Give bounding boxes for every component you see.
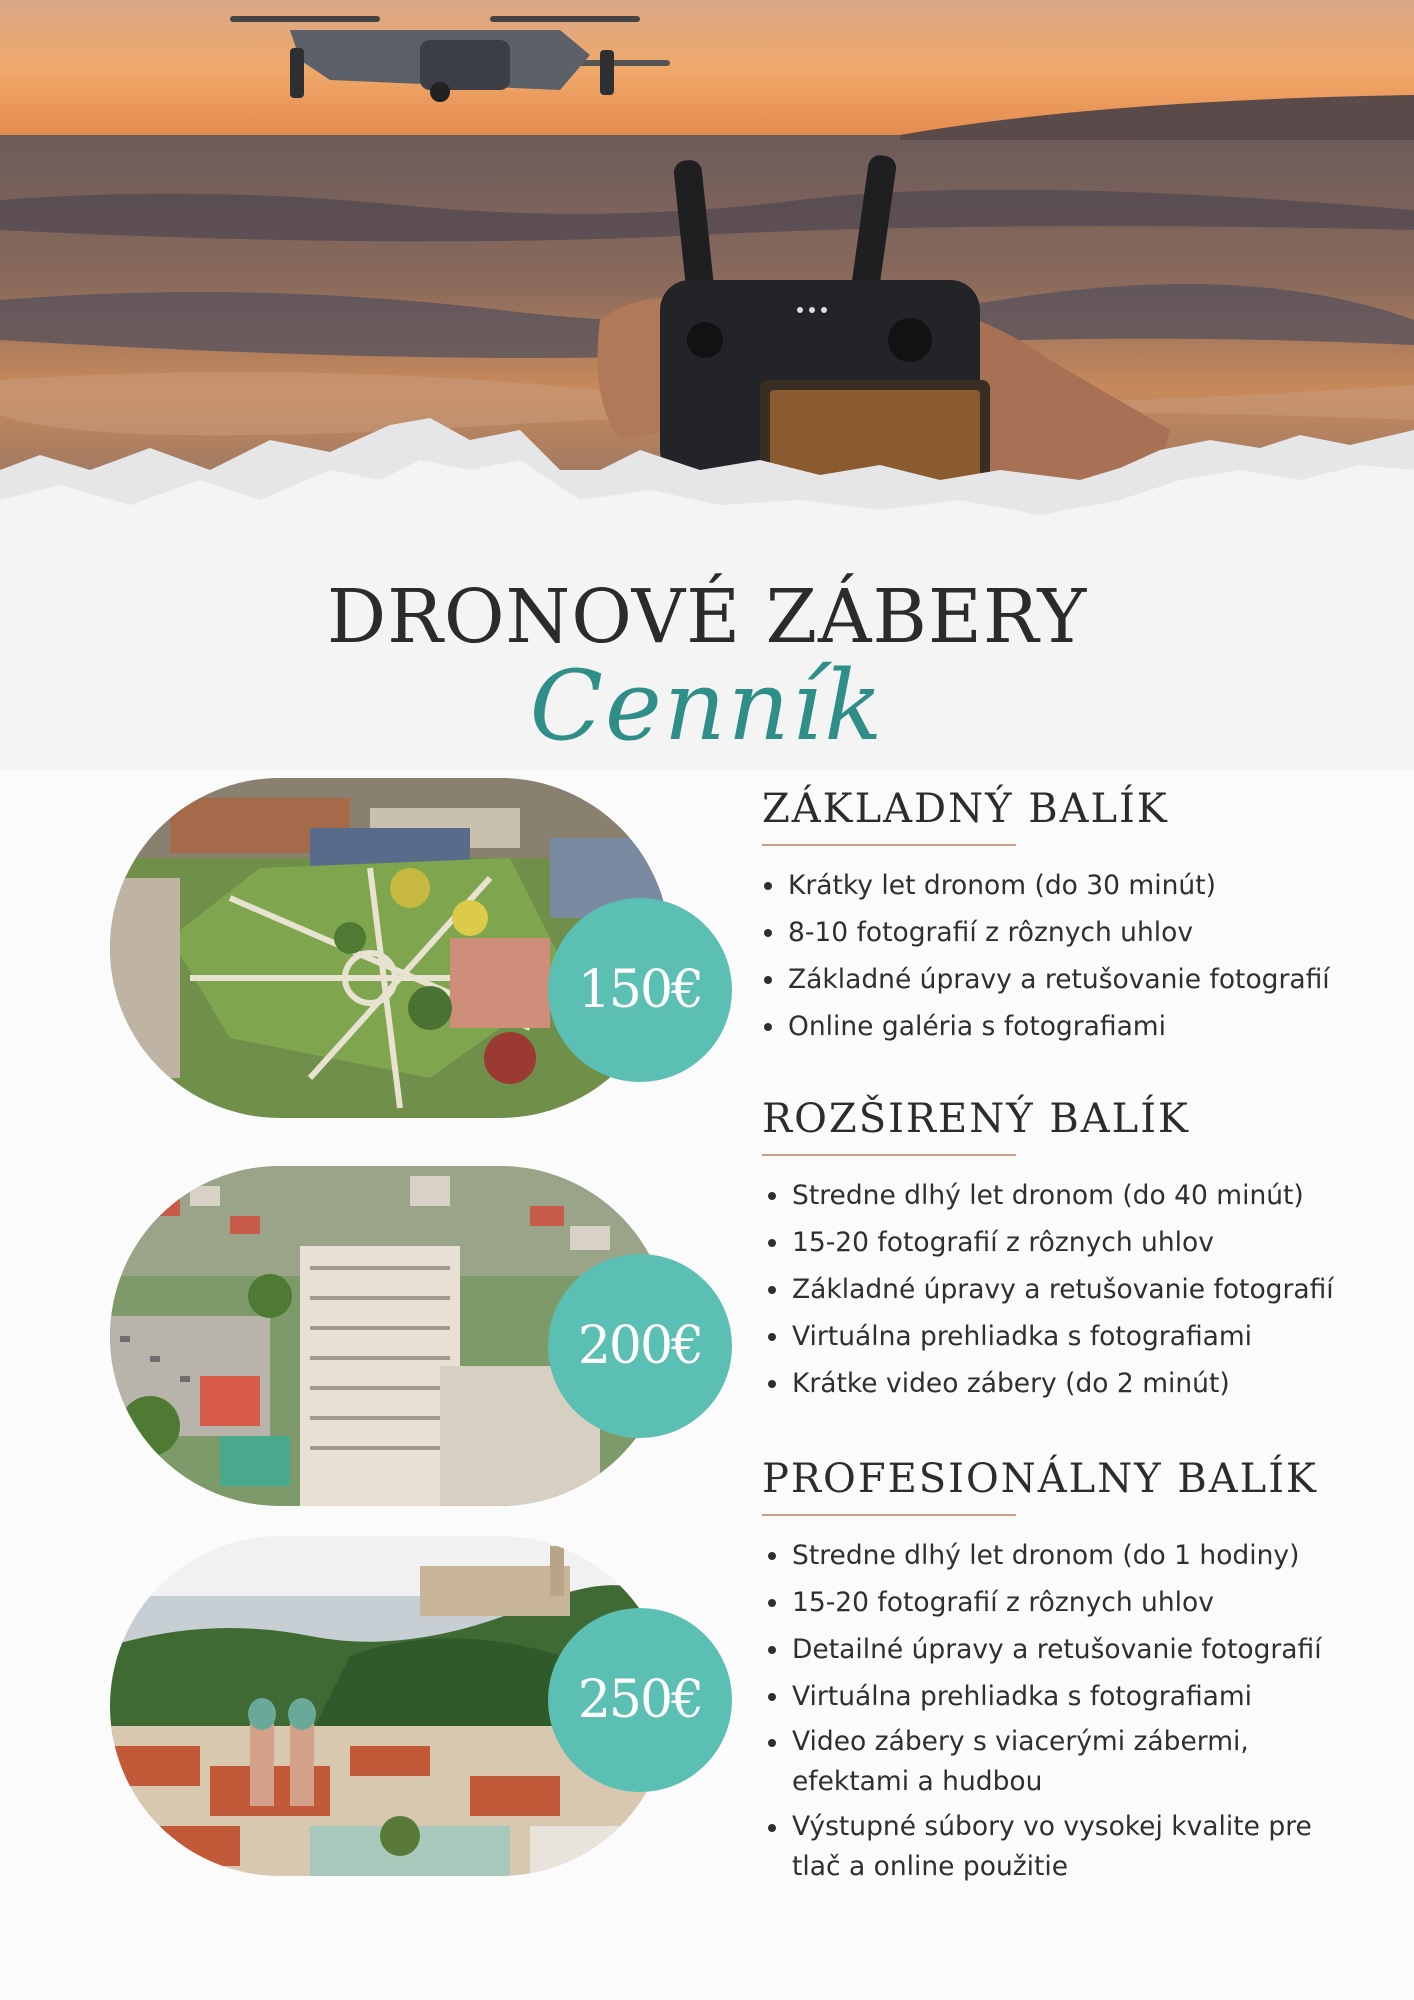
feature-item: Základné úpravy a retušovanie fotografií [764, 1266, 1334, 1313]
feature-item: Krátke video zábery (do 2 minút) [764, 1360, 1334, 1407]
package-professional-price: 250€ [548, 1608, 732, 1792]
package-basic-price: 150€ [548, 898, 732, 1082]
package-basic-features [760, 862, 1330, 1050]
package-basic-title: ZÁKLADNÝ BALÍK [762, 786, 1169, 832]
feature-item: 8-10 fotografií z rôznych uhlov [760, 909, 1330, 956]
package-basic-underline [762, 844, 1016, 846]
package-extended-underline [762, 1154, 1016, 1156]
feature-item: Výstupné súbory vo vysokej kvalite pre tlač a online použitie [764, 1807, 1352, 1887]
feature-item: Stredne dlhý let dronom (do 1 hodiny) [764, 1532, 1352, 1579]
feature-item: 15-20 fotografií z rôznych uhlov [764, 1579, 1352, 1626]
package-professional-underline [762, 1514, 1016, 1516]
package-extended-features [764, 1172, 1334, 1407]
feature-item: Virtuálna prehliadka s fotografiami [764, 1313, 1334, 1360]
feature-item: Základné úpravy a retušovanie fotografií [760, 956, 1330, 1003]
package-professional-features [764, 1532, 1352, 1892]
hero-photo [0, 0, 1414, 560]
feature-item: Virtuálna prehliadka s fotografiami [764, 1673, 1352, 1720]
feature-item: Stredne dlhý let dronom (do 40 minút) [764, 1172, 1334, 1219]
package-extended-title: ROZŠIRENÝ BALÍK [762, 1096, 1190, 1142]
feature-item: Detailné úpravy a retušovanie fotografií [764, 1626, 1352, 1673]
package-professional-title: PROFESIONÁLNY BALÍK [762, 1456, 1318, 1502]
feature-item: Krátky let dronom (do 30 minút) [760, 862, 1330, 909]
page-subtitle: Cenník [529, 650, 885, 762]
feature-item: Online galéria s fotografiami [760, 1003, 1330, 1050]
hero-illustration [0, 0, 1414, 560]
page-title: DRONOVÉ ZÁBERY [326, 574, 1088, 660]
feature-item: Video zábery s viacerými zábermi, efektami a hudbou [764, 1722, 1352, 1802]
package-extended-price: 200€ [548, 1254, 732, 1438]
feature-item: 15-20 fotografií z rôznych uhlov [764, 1219, 1334, 1266]
